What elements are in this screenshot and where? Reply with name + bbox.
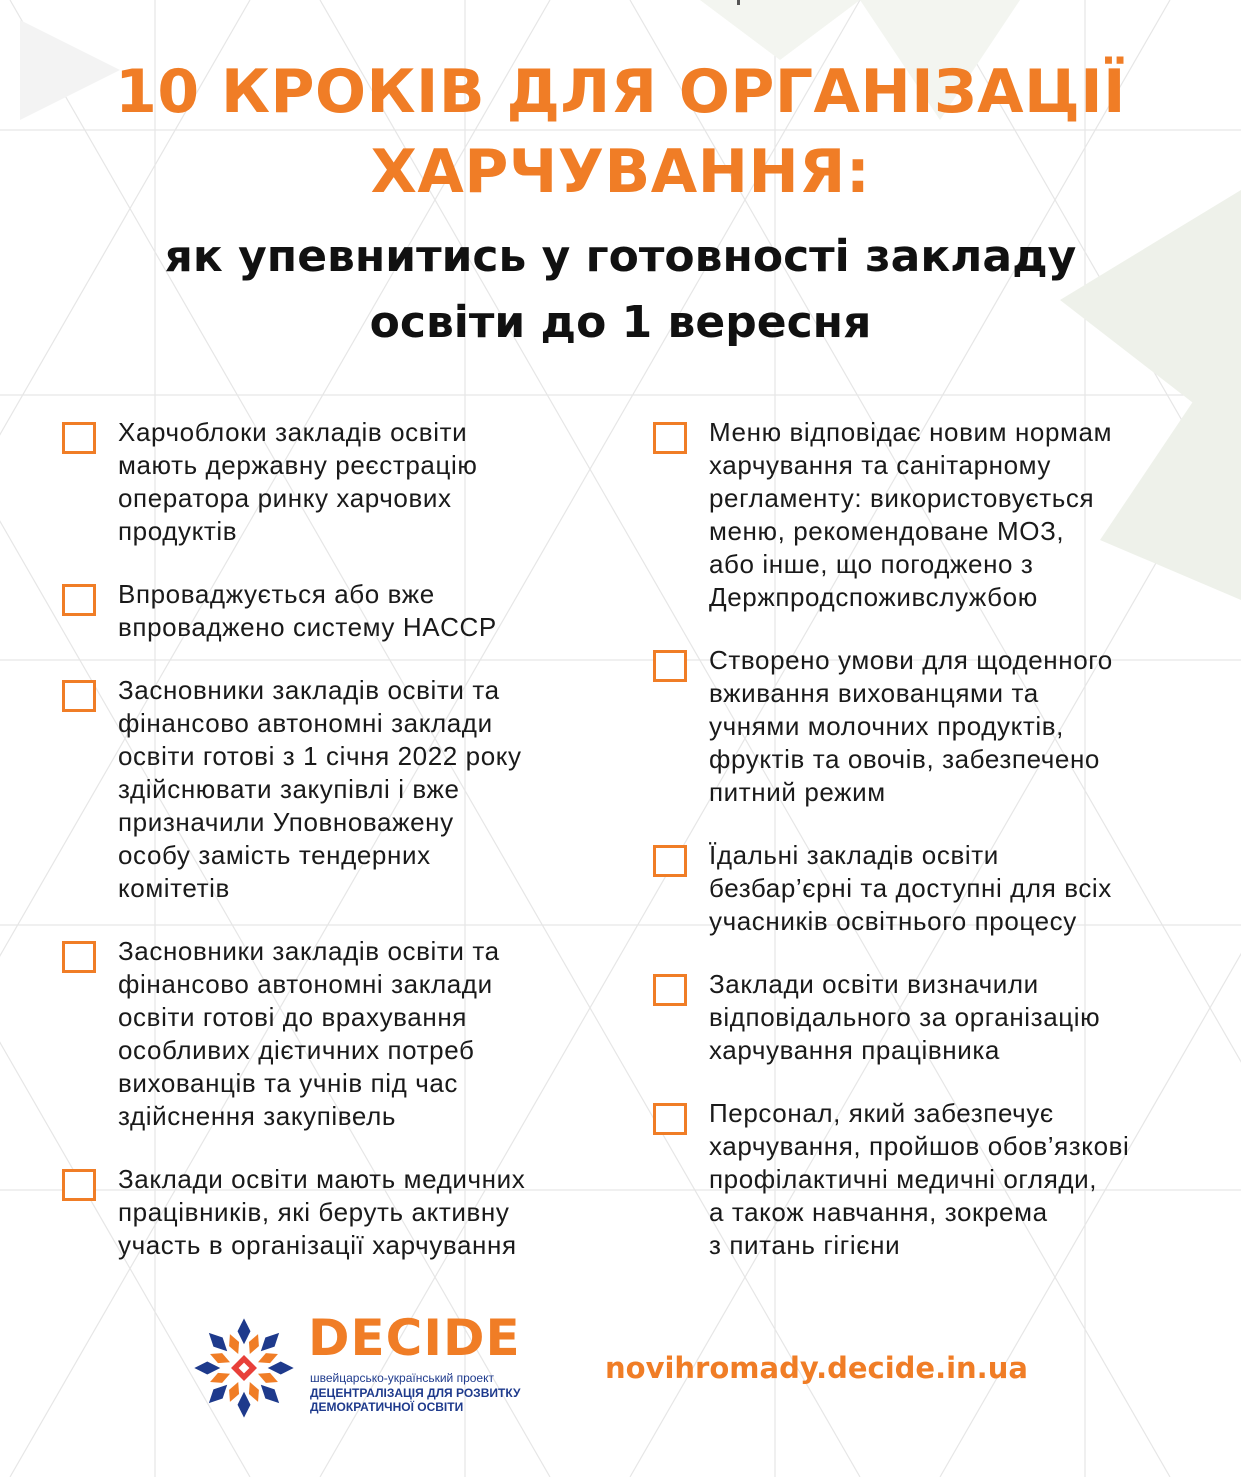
checklist-item-text: Заклади освіти мають медичних працівників, які беруть активну участь в організації харчування bbox=[118, 1164, 526, 1260]
checklist-item-text: Заклади освіти визначили відповідального за організацію харчування працівника bbox=[709, 969, 1101, 1065]
checkbox[interactable] bbox=[653, 650, 687, 682]
logo-name: DECIDE bbox=[308, 1309, 521, 1367]
decide-logo bbox=[190, 1309, 530, 1422]
checkbox[interactable] bbox=[653, 974, 687, 1006]
checklist-item-text: Засновники закладів освіти та фінансово автономні заклади освіти готові до врахування особливих дієтичних потреб вихованців та учнів під час здійснення закупівель bbox=[118, 936, 500, 1131]
checklist-item-text: Меню відповідає новим нормам харчування та санітарному регламенту: використовується меню, рекомендоване МОЗ, або інше, що погоджено з Держпродспоживслужбою bbox=[709, 417, 1113, 612]
title-text: 10 КРОКІВ ДЛЯ ОРГАНІЗАЦІЇ ХАРЧУВАННЯ: bbox=[115, 57, 1126, 207]
checklist-item bbox=[62, 1163, 592, 1262]
checkbox[interactable] bbox=[62, 584, 96, 616]
checklist-item-text: Засновники закладів освіти та фінансово автономні заклади освіти готові з 1 січня 2022 року здійснювати закупівлі і вже призначили Уповноважену особу замість тендерних комітетів bbox=[118, 675, 522, 903]
checklist-item bbox=[653, 1097, 1213, 1262]
checklist-item-text: Впроваджується або вже впроваджено систему HACCP bbox=[118, 579, 497, 642]
checklist-item-text: Харчоблоки закладів освіти мають державну реєстрацію оператора ринку харчових продуктів bbox=[118, 417, 478, 546]
checklist-left-column bbox=[62, 416, 592, 1262]
subtitle-text: як упевнитись у готовності закладу освіти до 1 вересня bbox=[164, 231, 1077, 348]
checklist-item-text: Персонал, який забезпечує харчування, пройшов обов’язкові профілактичні медичні огляди, а також навчання, зокрема з питань гігієни bbox=[709, 1098, 1130, 1260]
checklist-item-text: Створено умови для щоденного вживання вихованцями та учнями молочних продуктів, фруктів та овочів, забезпечено питний режим bbox=[709, 645, 1113, 807]
checklist-right-column bbox=[653, 416, 1213, 1262]
checklist-item-text: Їдальні закладів освіти безбар’єрні та доступні для всіх учасників освітнього процесу bbox=[709, 840, 1112, 936]
checkbox[interactable] bbox=[62, 941, 96, 973]
checklist-item bbox=[653, 968, 1213, 1067]
checklist-item bbox=[62, 416, 592, 548]
checkbox[interactable] bbox=[653, 422, 687, 454]
checkbox[interactable] bbox=[653, 1103, 687, 1135]
checklist-item bbox=[653, 416, 1213, 614]
page-title bbox=[0, 52, 1241, 212]
snowflake-ornament-icon bbox=[190, 1314, 298, 1422]
website-link[interactable]: novihromady.decide.in.ua bbox=[605, 1351, 1028, 1385]
checkbox[interactable] bbox=[653, 845, 687, 877]
checklist-item bbox=[653, 644, 1213, 809]
checklist-item bbox=[62, 935, 592, 1133]
checkbox[interactable] bbox=[62, 680, 96, 712]
logo-tagline: швейцарсько-український проект bbox=[310, 1371, 494, 1385]
logo-program-name: ДЕЦЕНТРАЛІЗАЦІЯ ДЛЯ РОЗВИТКУ ДЕМОКРАТИЧНОЇ ОСВІТИ bbox=[310, 1386, 521, 1414]
page-subtitle bbox=[0, 224, 1241, 356]
checkbox[interactable] bbox=[62, 422, 96, 454]
checklist-item bbox=[62, 578, 592, 644]
checkbox[interactable] bbox=[62, 1169, 96, 1201]
checklist-item bbox=[62, 674, 592, 905]
checklist-item bbox=[653, 839, 1213, 938]
